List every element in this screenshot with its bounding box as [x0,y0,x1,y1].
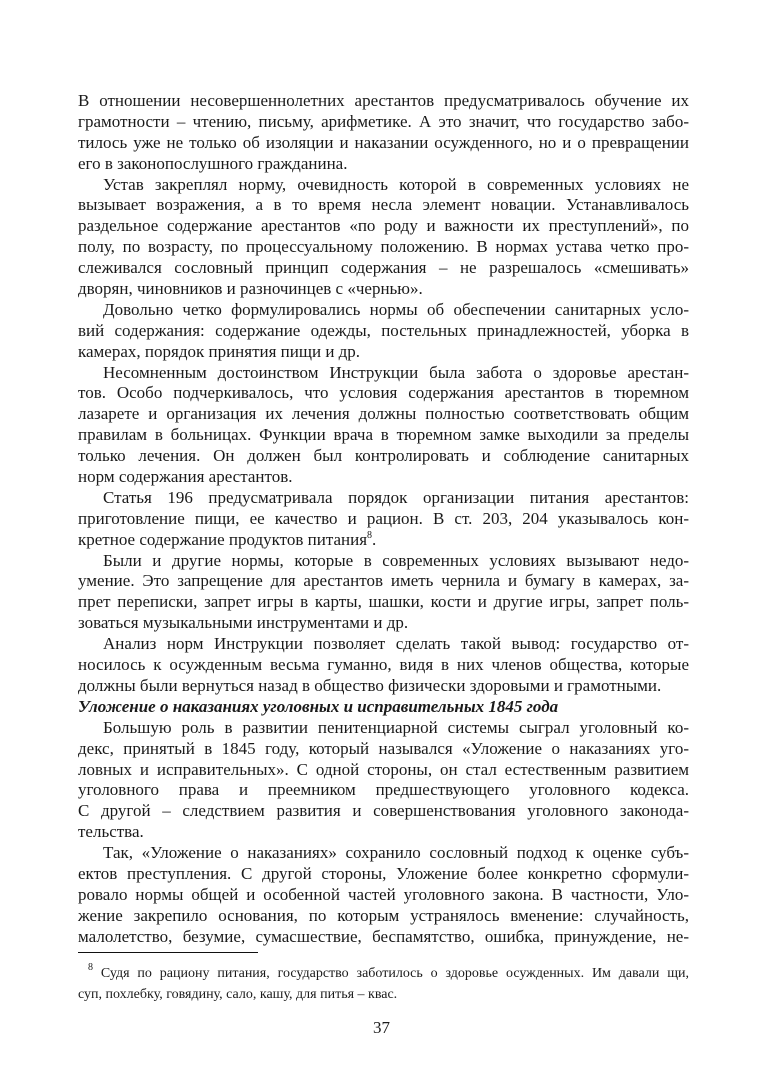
paragraph [78,91,689,175]
paragraph [78,175,689,300]
text-line: В отношении несовершеннолетних арестантов предусматривалось обучение их [78,91,689,110]
text-line: приготовление пищи, ее качество и рацион. В ст. 203, 204 указывалось кон- [78,508,689,528]
text-line: прет переписки, запрет игры в карты, шашки, кости и другие игры, запрет поль- [78,592,689,612]
text-line: уголовного права и преемником предшествующего уголовного кодекса. [78,780,689,800]
text-line: С другой – следствием развития и совершенствования уголовного законода- [78,801,689,821]
paragraph [78,488,689,551]
text-line: Довольно четко формулировались нормы об обеспечении санитарных усло- [103,299,689,319]
text-line: тов. Особо подчеркивалось, что условия содержания арестантов в тюремном [78,383,689,403]
text-line: грамотности – чтению, письму, арифметике. А это значит, что государство забо- [78,111,689,131]
text-line: Несомненным достоинством Инструкции была забота о здоровье арестан- [103,362,689,382]
paragraph [78,843,689,947]
text-line: ровало нормы общей и особенной частей уголовного закона. В частности, Уло- [78,884,689,904]
paragraph [78,551,689,635]
body-text [78,91,689,948]
text-line: Анализ норм Инструкции позволяет сделать такой вывод: государство от- [103,634,689,654]
text-line: жение закрепило основания, по которым устранялось вменение: случайность, [78,905,689,925]
text-line: лазарете и организация их лечения должны полностью соответствовать общим [78,404,689,424]
text-line: тилось уже не только об изоляции и наказании осужденного, но и о превращении [78,132,689,152]
text-line: вызывает возражения, а в то время несла элемент новации. Устанавливалось [78,195,689,215]
text-line: дворян, чиновников и разночинцев с «чернью». [78,279,423,299]
section-heading [78,697,689,718]
text-line: ловных и исправительных». С одной стороны, он стал естественным развитием [78,759,689,779]
footnote-line: суп, похлебку, говядину, сало, кашу, для питья – квас. [78,987,398,1002]
text-line: его в законопослушного гражданина. [78,153,348,173]
text-line: Уложение о наказаниях уголовных и исправительных 1845 года [78,696,559,716]
text-line: камерах, порядок принятия пищи и др. [78,341,361,361]
text-line: слеживался сословный принцип содержания – не разрешалось «смешивать» [78,258,689,278]
text-line: кретное содержание продуктов питания$^8$. [78,529,377,549]
text-line: декс, принятый в 1845 году, который назывался «Уложение о наказаниях уго- [78,738,689,758]
text-line: ектов преступления. С другой стороны, Уложение более конкретно сформули- [78,863,689,883]
footnote-text: Судя по рациону питания, государство заботилось о здоровье осужденных. Им давали щи, [100,966,690,981]
footnote-line [78,963,689,984]
paragraph [78,300,689,363]
page-number: 37 [373,1018,390,1037]
text-line: должны были вернуться назад в общество физически здоровыми и грамотными. [78,675,662,695]
text-line: вий содержания: содержание одежды, постельных принадлежностей, уборка в [78,320,689,340]
text-line: носилось к осужденным весьма гуманно, видя в них членов общества, которые [78,655,689,675]
paragraph [78,363,689,488]
text-line: норм содержания арестантов. [78,467,293,487]
text-line: Устав закреплял норму, очевидность которой в современных условиях не [103,174,689,194]
text-line: зоваться музыкальными инструментами и др. [78,613,409,633]
text-line: малолетство, безумие, сумасшествие, беспамятство, ошибка, принуждение, не- [78,926,689,946]
text-line: тельства. [78,822,144,842]
footnote-separator [78,952,258,953]
text-line: правилам в больницах. Функции врача в тюремном замке выходили за пределы [78,425,689,445]
text-line: полу, по возрасту, по процессуальному положению. В нормах устава четко про- [78,237,689,257]
text-line: Большую роль в развитии пенитенциарной системы сыграл уголовный ко- [103,717,689,737]
footnote [78,963,689,1005]
text-line: Были и другие нормы, которые в современных условиях вызывают недо- [103,550,689,570]
text-line: умение. Это запрещение для арестантов иметь чернила и бумагу в камерах, за- [78,571,689,591]
text-line: Статья 196 предусматривала порядок организации питания арестантов: [103,487,689,507]
text-line: раздельное содержание арестантов «по роду и важности их преступлений», по [78,216,689,236]
footnote-number: 8 [88,962,93,973]
footnote-reference: 8 [367,529,373,541]
text-line: только лечения. Он должен был контролировать и соблюдение санитарных [78,446,689,466]
paragraph [78,718,689,843]
paragraph [78,634,689,697]
text-line: Так, «Уложение о наказаниях» сохранило сословный подход к оценке субъ- [103,843,689,863]
